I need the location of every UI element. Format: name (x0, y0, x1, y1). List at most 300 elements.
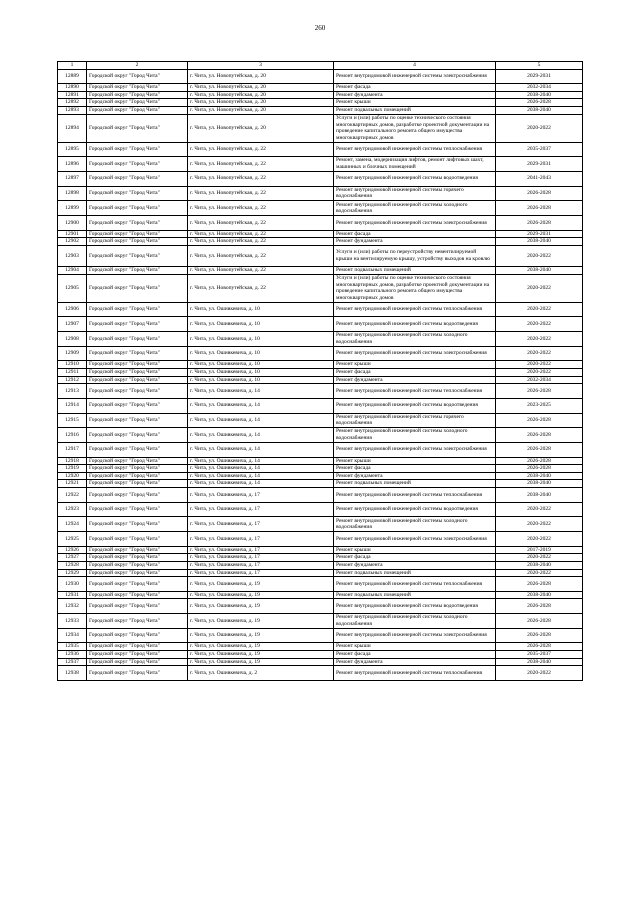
municipality-cell: Городской округ "Город Чита" (87, 157, 188, 172)
work-type-cell: Ремонт внутридомовой инженерной системы теплоснабжения (334, 384, 496, 399)
row-number: 12890 (58, 84, 87, 92)
table-row (58, 186, 583, 201)
work-type-cell: Ремонт внутридомовой инженерной системы электроснабжения (334, 442, 496, 457)
period-cell: 2020-2022 (496, 554, 583, 562)
table-row (58, 361, 583, 369)
work-type-cell: Ремонт внутридомовой инженерной системы горячего водоснабжения (334, 186, 496, 201)
table-row (58, 171, 583, 186)
table-row (58, 561, 583, 569)
period-cell: 2026-2028 (496, 614, 583, 629)
municipality-cell: Городской округ "Город Чита" (87, 614, 188, 629)
work-type-cell: Ремонт внутридомовой инженерной системы водоотведения (334, 599, 496, 614)
municipality-cell: Городской округ "Город Чита" (87, 201, 188, 216)
row-number: 12910 (58, 361, 87, 369)
work-type-cell: Ремонт внутридомовой инженерной системы водоотведения (334, 502, 496, 517)
table-row (58, 107, 583, 115)
address-cell: г. Чита, ул. Ошивкевича, д. 19 (188, 658, 334, 666)
address-cell: г. Чита, ул. Ошивкевича, д. 14 (188, 442, 334, 457)
row-number: 12938 (58, 666, 87, 681)
table-row (58, 643, 583, 651)
period-cell: 2020-2022 (496, 317, 583, 332)
municipality-cell: Городской округ "Город Чита" (87, 361, 188, 369)
table-row (58, 238, 583, 246)
column-header: 4 (334, 62, 496, 70)
row-number: 12892 (58, 99, 87, 107)
table-row (58, 157, 583, 172)
row-number: 12911 (58, 368, 87, 376)
address-cell: г. Чита, ул. Ошивкевича, д. 10 (188, 376, 334, 384)
work-type-cell: Ремонт фасада (334, 465, 496, 473)
row-number: 12896 (58, 157, 87, 172)
address-cell: г. Чита, ул. Ошивкевича, д. 19 (188, 651, 334, 659)
work-type-cell: Ремонт внутридомовой инженерной системы холодного водоснабжения (334, 201, 496, 216)
municipality-cell: Городской округ "Город Чита" (87, 658, 188, 666)
period-cell: 2038-2040 (496, 107, 583, 115)
work-type-cell: Ремонт внутридомовой инженерной системы теплоснабжения (334, 577, 496, 592)
municipality-cell: Городской округ "Город Чита" (87, 561, 188, 569)
address-cell: г. Чита, ул. Ошивкевича, д. 17 (188, 517, 334, 532)
municipality-cell: Городской округ "Город Чита" (87, 99, 188, 107)
municipality-cell: Городской округ "Город Чита" (87, 480, 188, 488)
work-type-cell: Ремонт фасада (334, 230, 496, 238)
period-cell: 2026-2028 (496, 457, 583, 465)
table-row (58, 91, 583, 99)
period-cell: 2029-2031 (496, 230, 583, 238)
row-number: 12935 (58, 643, 87, 651)
row-number: 12891 (58, 91, 87, 99)
period-cell: 2020-2022 (496, 274, 583, 302)
work-type-cell: Ремонт фундамента (334, 238, 496, 246)
column-header: 2 (87, 62, 188, 70)
address-cell: г. Чита, ул. Новопутейская, д. 20 (188, 69, 334, 84)
work-type-cell: Ремонт крыши (334, 643, 496, 651)
municipality-cell: Городской округ "Город Чита" (87, 643, 188, 651)
work-type-cell: Ремонт фундамента (334, 91, 496, 99)
work-type-cell: Ремонт крыши (334, 546, 496, 554)
row-number: 12928 (58, 561, 87, 569)
municipality-cell: Городской округ "Город Чита" (87, 267, 188, 275)
work-type-cell: Ремонт подвальных помещений (334, 480, 496, 488)
row-number: 12917 (58, 442, 87, 457)
period-cell: 2026-2028 (496, 186, 583, 201)
work-type-cell: Ремонт внутридомовой инженерной системы холодного водоснабжения (334, 517, 496, 532)
period-cell: 2020-2022 (496, 368, 583, 376)
work-type-cell: Ремонт внутридомовой инженерной системы горячего водоснабжения (334, 413, 496, 428)
row-number: 12893 (58, 107, 87, 115)
table-row (58, 517, 583, 532)
period-cell: 2026-2028 (496, 577, 583, 592)
period-cell: 2026-2028 (496, 628, 583, 643)
period-cell: 2038-2040 (496, 487, 583, 502)
period-cell: 2020-2022 (496, 502, 583, 517)
address-cell: г. Чита, ул. Ошивкевича, д. 14 (188, 413, 334, 428)
address-cell: г. Чита, ул. Ошивкевича, д. 14 (188, 480, 334, 488)
row-number: 12908 (58, 332, 87, 347)
address-cell: г. Чита, ул. Новопутейская, д. 20 (188, 99, 334, 107)
period-cell: 2041-2043 (496, 171, 583, 186)
address-cell: г. Чита, ул. Ошивкевича, д. 17 (188, 561, 334, 569)
work-type-cell: Ремонт, замена, модернизация лифтов, ремонт лифтовых шахт, машинных и блочных помещений (334, 157, 496, 172)
municipality-cell: Городской округ "Город Чита" (87, 230, 188, 238)
address-cell: г. Чита, ул. Новопутейская, д. 20 (188, 84, 334, 92)
table-row (58, 142, 583, 157)
work-type-cell: Ремонт фундамента (334, 376, 496, 384)
work-type-cell: Ремонт фундамента (334, 472, 496, 480)
period-cell: 2020-2022 (496, 666, 583, 681)
municipality-cell: Городской округ "Город Чита" (87, 666, 188, 681)
address-cell: г. Чита, ул. Ошивкевича, д. 17 (188, 569, 334, 577)
work-type-cell: Ремонт внутридомовой инженерной системы электроснабжения (334, 346, 496, 361)
work-type-cell: Ремонт фундамента (334, 658, 496, 666)
address-cell: г. Чита, ул. Новопутейская, д. 22 (188, 245, 334, 266)
table-row (58, 569, 583, 577)
municipality-cell: Городской округ "Город Чита" (87, 245, 188, 266)
table-row (58, 332, 583, 347)
municipality-cell: Городской округ "Город Чита" (87, 142, 188, 157)
table-row (58, 465, 583, 473)
row-number: 12915 (58, 413, 87, 428)
row-number: 12903 (58, 245, 87, 266)
table-row (58, 398, 583, 413)
address-cell: г. Чита, ул. Новопутейская, д. 22 (188, 201, 334, 216)
work-type-cell: Ремонт внутридомовой инженерной системы теплоснабжения (334, 142, 496, 157)
table-row (58, 577, 583, 592)
work-type-cell: Ремонт внутридомовой инженерной системы теплоснабжения (334, 302, 496, 317)
work-type-cell: Ремонт внутридомовой инженерной системы водоотведения (334, 171, 496, 186)
period-cell: 2026-2028 (496, 428, 583, 443)
work-type-cell: Ремонт внутридомовой инженерной системы холодного водоснабжения (334, 428, 496, 443)
municipality-cell: Городской округ "Город Чита" (87, 628, 188, 643)
period-cell: 2020-2022 (496, 517, 583, 532)
address-cell: г. Чита, ул. Ошивкевича, д. 19 (188, 591, 334, 599)
work-type-cell: Ремонт фундамента (334, 561, 496, 569)
table-row (58, 480, 583, 488)
municipality-cell: Городской округ "Город Чита" (87, 384, 188, 399)
table-row (58, 487, 583, 502)
row-number: 12889 (58, 69, 87, 84)
period-cell: 2023-2025 (496, 398, 583, 413)
address-cell: г. Чита, ул. Ошивкевича, д. 17 (188, 532, 334, 547)
row-number: 12930 (58, 577, 87, 592)
repair-schedule-table (57, 61, 583, 681)
period-cell: 2038-2040 (496, 91, 583, 99)
row-number: 12920 (58, 472, 87, 480)
table-row (58, 368, 583, 376)
address-cell: г. Чита, ул. Ошивкевича, д. 10 (188, 302, 334, 317)
table-row (58, 628, 583, 643)
work-type-cell: Ремонт внутридомовой инженерной системы теплоснабжения (334, 666, 496, 681)
municipality-cell: Городской округ "Город Чита" (87, 398, 188, 413)
period-cell: 2026-2028 (496, 384, 583, 399)
municipality-cell: Городской округ "Город Чита" (87, 591, 188, 599)
address-cell: г. Чита, ул. Ошивкевича, д. 14 (188, 428, 334, 443)
table-row (58, 384, 583, 399)
table-row (58, 554, 583, 562)
row-number: 12937 (58, 658, 87, 666)
work-type-cell: Ремонт фасада (334, 368, 496, 376)
municipality-cell: Городской округ "Город Чита" (87, 487, 188, 502)
address-cell: г. Чита, ул. Ошивкевича, д. 10 (188, 317, 334, 332)
work-type-cell: Услуги и (или) работы по оценке технического состояния многоквартирных домов, разработке проектной документации на проведение капитального ремонта общего имущества многоквартирных домов (334, 274, 496, 302)
period-cell: 2026-2028 (496, 599, 583, 614)
period-cell: 2035-2037 (496, 142, 583, 157)
period-cell: 2038-2040 (496, 238, 583, 246)
municipality-cell: Городской округ "Город Чита" (87, 114, 188, 142)
table-row (58, 114, 583, 142)
table-row (58, 376, 583, 384)
row-number: 12902 (58, 238, 87, 246)
period-cell: 2020-2022 (496, 332, 583, 347)
table-row (58, 215, 583, 230)
table-row (58, 317, 583, 332)
row-number: 12914 (58, 398, 87, 413)
period-cell: 2026-2028 (496, 465, 583, 473)
row-number: 12904 (58, 267, 87, 275)
row-number: 12918 (58, 457, 87, 465)
period-cell: 2038-2040 (496, 267, 583, 275)
row-number: 12898 (58, 186, 87, 201)
work-type-cell: Услуги и (или) работы по оценке технического состояния многоквартирных домов, разработке проектной документации на проведение капитального ремонта общего имущества многоквартирных домов (334, 114, 496, 142)
municipality-cell: Городской округ "Город Чита" (87, 457, 188, 465)
row-number: 12913 (58, 384, 87, 399)
period-cell: 2020-2022 (496, 346, 583, 361)
row-number: 12897 (58, 171, 87, 186)
work-type-cell: Ремонт подвальных помещений (334, 107, 496, 115)
address-cell: г. Чита, ул. Ошивкевича, д. 14 (188, 398, 334, 413)
period-cell: 2020-2022 (496, 569, 583, 577)
table-row (58, 428, 583, 443)
table-row (58, 457, 583, 465)
work-type-cell: Ремонт крыши (334, 99, 496, 107)
table-row (58, 267, 583, 275)
work-type-cell: Ремонт подвальных помещений (334, 569, 496, 577)
municipality-cell: Городской округ "Город Чита" (87, 171, 188, 186)
period-cell: 2020-2022 (496, 532, 583, 547)
row-number: 12906 (58, 302, 87, 317)
address-cell: г. Чита, ул. Новопутейская, д. 22 (188, 186, 334, 201)
table-row (58, 658, 583, 666)
row-number: 12925 (58, 532, 87, 547)
table-row (58, 442, 583, 457)
row-number: 12929 (58, 569, 87, 577)
municipality-cell: Городской округ "Город Чита" (87, 532, 188, 547)
period-cell: 2029-2031 (496, 157, 583, 172)
work-type-cell: Ремонт внутридомовой инженерной системы теплоснабжения (334, 487, 496, 502)
address-cell: г. Чита, ул. Новопутейская, д. 20 (188, 91, 334, 99)
municipality-cell: Городской округ "Город Чита" (87, 238, 188, 246)
address-cell: г. Чита, ул. Ошивкевича, д. 14 (188, 465, 334, 473)
row-number: 12921 (58, 480, 87, 488)
address-cell: г. Чита, ул. Ошивкевича, д. 10 (188, 361, 334, 369)
work-type-cell: Услуги и (или) работы по переустройству невентилируемой крыши на вентилируемую крышу, устройству выходов на кровлю (334, 245, 496, 266)
table-row (58, 651, 583, 659)
work-type-cell: Ремонт внутридомовой инженерной системы электроснабжения (334, 215, 496, 230)
address-cell: г. Чита, ул. Ошивкевича, д. 19 (188, 643, 334, 651)
table-header-row (58, 62, 583, 70)
work-type-cell: Ремонт внутридомовой инженерной системы электроснабжения (334, 532, 496, 547)
municipality-cell: Городской округ "Город Чита" (87, 502, 188, 517)
address-cell: г. Чита, ул. Новопутейская, д. 22 (188, 142, 334, 157)
address-cell: г. Чита, ул. Ошивкевича, д. 14 (188, 472, 334, 480)
address-cell: г. Чита, ул. Ошивкевича, д. 10 (188, 346, 334, 361)
work-type-cell: Ремонт фасада (334, 651, 496, 659)
table-row (58, 614, 583, 629)
municipality-cell: Городской округ "Город Чита" (87, 186, 188, 201)
municipality-cell: Городской округ "Город Чита" (87, 302, 188, 317)
page-number: 260 (314, 24, 326, 32)
period-cell: 2026-2028 (496, 201, 583, 216)
row-number: 12919 (58, 465, 87, 473)
table-row (58, 666, 583, 681)
municipality-cell: Городской округ "Город Чита" (87, 413, 188, 428)
table-row (58, 302, 583, 317)
table-row (58, 274, 583, 302)
row-number: 12894 (58, 114, 87, 142)
address-cell: г. Чита, ул. Новопутейская, д. 22 (188, 274, 334, 302)
row-number: 12934 (58, 628, 87, 643)
column-header: 1 (58, 62, 87, 70)
table-row (58, 245, 583, 266)
address-cell: г. Чита, ул. Ошивкевича, д. 19 (188, 628, 334, 643)
row-number: 12931 (58, 591, 87, 599)
municipality-cell: Городской округ "Город Чита" (87, 69, 188, 84)
work-type-cell: Ремонт крыши (334, 457, 496, 465)
address-cell: г. Чита, ул. Ошивкевича, д. 19 (188, 599, 334, 614)
period-cell: 2020-2022 (496, 302, 583, 317)
period-cell: 2026-2028 (496, 413, 583, 428)
address-cell: г. Чита, ул. Ошивкевича, д. 10 (188, 368, 334, 376)
municipality-cell: Городской округ "Город Чита" (87, 569, 188, 577)
row-number: 12900 (58, 215, 87, 230)
row-number: 12926 (58, 546, 87, 554)
address-cell: г. Чита, ул. Ошивкевича, д. 14 (188, 384, 334, 399)
work-type-cell: Ремонт подвальных помещений (334, 591, 496, 599)
address-cell: г. Чита, ул. Ошивкевича, д. 19 (188, 614, 334, 629)
municipality-cell: Городской округ "Город Чита" (87, 215, 188, 230)
table-row (58, 84, 583, 92)
address-cell: г. Чита, ул. Ошивкевича, д. 17 (188, 554, 334, 562)
work-type-cell: Ремонт внутридомовой инженерной системы холодного водоснабжения (334, 332, 496, 347)
address-cell: г. Чита, ул. Новопутейская, д. 22 (188, 157, 334, 172)
row-number: 12922 (58, 487, 87, 502)
municipality-cell: Городской округ "Город Чита" (87, 428, 188, 443)
municipality-cell: Городской округ "Город Чита" (87, 368, 188, 376)
address-cell: г. Чита, ул. Ошивкевича, д. 14 (188, 457, 334, 465)
table-row (58, 201, 583, 216)
period-cell: 2026-2028 (496, 215, 583, 230)
period-cell: 2017-2019 (496, 546, 583, 554)
table-row (58, 230, 583, 238)
work-type-cell: Ремонт крыши (334, 361, 496, 369)
column-header: 5 (496, 62, 583, 70)
work-type-cell: Ремонт фасада (334, 554, 496, 562)
address-cell: г. Чита, ул. Ошивкевича, д. 17 (188, 502, 334, 517)
municipality-cell: Городской округ "Город Чита" (87, 376, 188, 384)
address-cell: г. Чита, ул. Новопутейская, д. 20 (188, 114, 334, 142)
work-type-cell: Ремонт подвальных помещений (334, 267, 496, 275)
period-cell: 2038-2040 (496, 480, 583, 488)
municipality-cell: Городской округ "Город Чита" (87, 91, 188, 99)
row-number: 12895 (58, 142, 87, 157)
row-number: 12933 (58, 614, 87, 629)
address-cell: г. Чита, ул. Ошивкевича, д. 17 (188, 546, 334, 554)
period-cell: 2020-2022 (496, 114, 583, 142)
period-cell: 2038-2040 (496, 591, 583, 599)
period-cell: 2020-2022 (496, 245, 583, 266)
municipality-cell: Городской округ "Город Чита" (87, 346, 188, 361)
municipality-cell: Городской округ "Город Чита" (87, 107, 188, 115)
table-row (58, 502, 583, 517)
municipality-cell: Городской округ "Город Чита" (87, 84, 188, 92)
table-row (58, 591, 583, 599)
address-cell: г. Чита, ул. Ошивкевича, д. 10 (188, 332, 334, 347)
row-number: 12912 (58, 376, 87, 384)
work-type-cell: Ремонт внутридомовой инженерной системы водоотведения (334, 317, 496, 332)
row-number: 12932 (58, 599, 87, 614)
municipality-cell: Городской округ "Город Чита" (87, 651, 188, 659)
municipality-cell: Городской округ "Город Чита" (87, 472, 188, 480)
municipality-cell: Городской округ "Город Чита" (87, 599, 188, 614)
municipality-cell: Городской округ "Город Чита" (87, 274, 188, 302)
address-cell: г. Чита, ул. Ошивкевича, д. 19 (188, 577, 334, 592)
table-row (58, 599, 583, 614)
municipality-cell: Городской округ "Город Чита" (87, 332, 188, 347)
address-cell: г. Чита, ул. Новопутейская, д. 20 (188, 107, 334, 115)
municipality-cell: Городской округ "Город Чита" (87, 317, 188, 332)
work-type-cell: Ремонт внутридомовой инженерной системы электроснабжения (334, 69, 496, 84)
period-cell: 2026-2028 (496, 99, 583, 107)
row-number: 12907 (58, 317, 87, 332)
table-row (58, 346, 583, 361)
period-cell: 2026-2028 (496, 643, 583, 651)
address-cell: г. Чита, ул. Ошивкевича, д. 17 (188, 487, 334, 502)
row-number: 12924 (58, 517, 87, 532)
row-number: 12936 (58, 651, 87, 659)
row-number: 12899 (58, 201, 87, 216)
municipality-cell: Городской округ "Город Чита" (87, 546, 188, 554)
municipality-cell: Городской округ "Город Чита" (87, 465, 188, 473)
table-row (58, 546, 583, 554)
row-number: 12901 (58, 230, 87, 238)
address-cell: г. Чита, ул. Новопутейская, д. 22 (188, 267, 334, 275)
period-cell: 2020-2022 (496, 361, 583, 369)
work-type-cell: Ремонт внутридомовой инженерной системы водоотведения (334, 398, 496, 413)
municipality-cell: Городской округ "Город Чита" (87, 442, 188, 457)
work-type-cell: Ремонт внутридомовой инженерной системы электроснабжения (334, 628, 496, 643)
table-row (58, 472, 583, 480)
row-number: 12905 (58, 274, 87, 302)
address-cell: г. Чита, ул. Ошивкевича, д. 2 (188, 666, 334, 681)
period-cell: 2032-2034 (496, 84, 583, 92)
table-row (58, 532, 583, 547)
municipality-cell: Городской округ "Город Чита" (87, 517, 188, 532)
period-cell: 2035-2037 (496, 651, 583, 659)
table-row (58, 99, 583, 107)
table-row (58, 69, 583, 84)
address-cell: г. Чита, ул. Новопутейская, д. 22 (188, 215, 334, 230)
table-row (58, 413, 583, 428)
address-cell: г. Чита, ул. Новопутейская, д. 22 (188, 230, 334, 238)
row-number: 12927 (58, 554, 87, 562)
period-cell: 2029-2031 (496, 69, 583, 84)
row-number: 12916 (58, 428, 87, 443)
address-cell: г. Чита, ул. Новопутейская, д. 22 (188, 171, 334, 186)
period-cell: 2038-2040 (496, 658, 583, 666)
municipality-cell: Городской округ "Город Чита" (87, 554, 188, 562)
period-cell: 2026-2028 (496, 442, 583, 457)
period-cell: 2032-2034 (496, 376, 583, 384)
work-type-cell: Ремонт фасада (334, 84, 496, 92)
